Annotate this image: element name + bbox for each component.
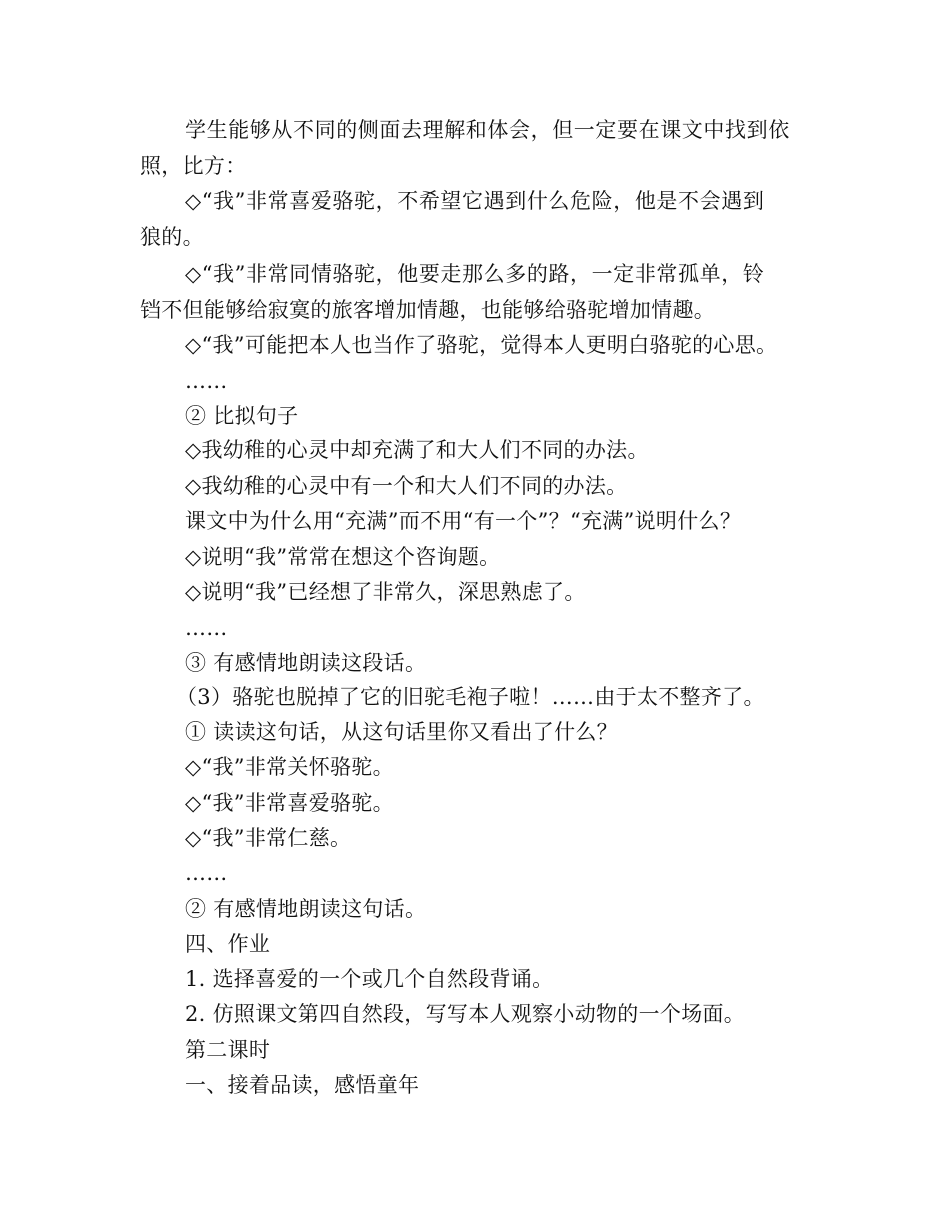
ellipsis-line: …… [185,861,228,885]
paragraph-line: ◇“我”可能把本人也当作了骆驼，觉得本人更明白骆驼的心思。 [185,333,778,357]
paragraph-line: ◇说明“我”常常在想这个咨询题。 [185,545,501,569]
paragraph-line: 学生能够从不同的侧面去理解和体会，但一定要在课文中找到依 [185,118,790,142]
section-heading: 一、接着品读，感悟童年 [185,1073,420,1097]
paragraph-line: （3）骆驼也脱掉了它的旧驼毛袍子啦！……由于太不整齐了。 [176,685,765,709]
paragraph-line: ◇“我”非常喜爱骆驼。 [185,791,394,815]
paragraph-line: ◇我幼稚的心灵中有一个和大人们不同的办法。 [185,474,628,498]
list-item: 2. 仿照课文第四自然段，写写本人观察小动物的一个场面。 [185,1002,746,1026]
paragraph-line: 课文中为什么用“充满”而不用“有一个”？“充满”说明什么？ [185,509,742,533]
section-heading: ③ 有感情地朗读这段话。 [185,651,427,675]
section-heading: ① 读读这句话，从这句话里你又看出了什么？ [185,720,618,744]
ellipsis-line: …… [185,369,228,393]
ellipsis-line: …… [185,616,228,640]
paragraph-line: 铛不但能够给寂寞的旅客增加情趣，也能够给骆驼增加情趣。 [140,298,716,322]
paragraph-line: 照，比方： [140,154,247,178]
paragraph-line: ◇“我”非常同情骆驼，他要走那么多的路，一定非常孤单，铃 [185,262,765,286]
section-heading: 第二课时 [185,1038,271,1062]
section-heading: 四、作业 [185,932,271,956]
paragraph-line: ◇“我”非常关怀骆驼。 [185,755,394,779]
section-heading: ② 有感情地朗读这句话。 [185,897,427,921]
list-item: 1. 选择喜爱的一个或几个自然段背诵。 [185,967,554,991]
paragraph-line: ◇说明“我”已经想了非常久，深思熟虑了。 [185,580,586,604]
section-heading: ② 比拟句子 [185,404,299,428]
paragraph-line: 狼的。 [140,225,204,249]
paragraph-line: ◇我幼稚的心灵中却充满了和大人们不同的办法。 [185,438,649,462]
paragraph-line: ◇“我”非常仁慈。 [185,826,352,850]
paragraph-line: ◇“我”非常喜爱骆驼，不希望它遇到什么危险，他是不会遇到 [185,189,765,213]
